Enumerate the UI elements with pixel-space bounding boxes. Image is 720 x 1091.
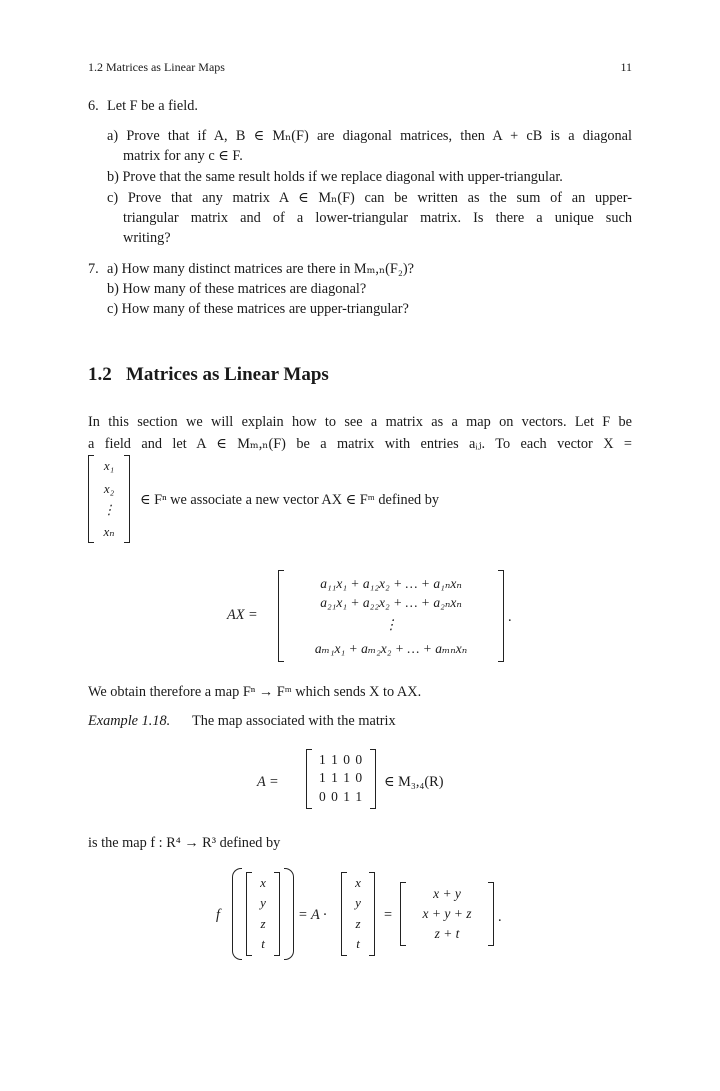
matrix-row: 0 0 1 1	[318, 789, 364, 804]
ax-row: aₘ₁x₁ + aₘ₂x₂ + … + aₘₙxₙ	[314, 641, 468, 656]
ax-period: .	[508, 609, 512, 625]
exercise-7-number: 7.	[88, 261, 99, 277]
vector-entry: ⋮	[102, 502, 116, 517]
exercise-6a-line1: a) Prove that if A, B ∈ Mₙ(F) are diagonal matrices, then A + cB is a diagonal	[107, 128, 632, 144]
vector-entry: xₙ	[103, 524, 115, 539]
exercise-6-intro: Let F be a field.	[107, 98, 198, 114]
result-entry: x + y + z	[422, 906, 472, 921]
right-paren	[284, 868, 294, 960]
exercise-7c: c) How many of these matrices are upper-triangular?	[107, 301, 409, 317]
page-number: 11	[620, 60, 632, 74]
result-entry: x + y	[433, 886, 461, 901]
vector-entry: x₂	[103, 481, 115, 496]
section-paragraph-line1: In this section we will explain how to see a matrix as a map on vectors. Let F be	[88, 414, 632, 430]
ax-row: a₂₁x₁ + a₂₂x₂ + … + a₂ₙxₙ	[320, 595, 462, 610]
vector-entry: t	[356, 936, 360, 951]
equals-a-dot: = A ·	[298, 907, 327, 923]
example-text: The map associated with the matrix	[192, 713, 396, 729]
ax-lhs: AX =	[227, 607, 258, 623]
f-label: f	[216, 907, 220, 923]
vector-entry: x	[260, 875, 266, 890]
section-paragraph-line3: ∈ Fⁿ we associate a new vector AX ∈ Fᵐ defined by	[140, 492, 440, 508]
vector-entry: y	[260, 895, 266, 910]
matrix-space: ∈ M₃,₄(R)	[384, 774, 444, 790]
vector-entry: t	[261, 936, 265, 951]
exercise-6a-line2: matrix for any c ∈ F.	[123, 148, 243, 164]
map-definition: is the map f : R⁴ → R³ defined by	[88, 835, 281, 851]
vector-x-column	[88, 455, 130, 543]
exercise-7b: b) How many of these matrices are diagonal?	[107, 281, 367, 297]
exercise-6-number: 6.	[88, 98, 99, 114]
exercise-6c-line3: writing?	[123, 230, 171, 246]
matrix-row: 1 1 0 0	[318, 752, 364, 767]
vector-entry: y	[355, 895, 361, 910]
exercise-7a: a) How many distinct matrices are there in Mₘ,ₙ(F₂)?	[107, 261, 414, 277]
vector-entry: z	[355, 916, 361, 931]
result-vector	[400, 882, 494, 946]
section-heading: 1.2 Matrices as Linear Maps	[88, 364, 329, 385]
left-paren	[232, 868, 242, 960]
vector-entry: x	[355, 875, 361, 890]
exercise-6c-line1: c) Prove that any matrix A ∈ Mₙ(F) can be written as the sum of an upper-	[107, 190, 632, 206]
ax-row: a₁₁x₁ + a₁₂x₂ + … + a₁ₙxₙ	[320, 576, 462, 591]
vector-entry: z	[260, 916, 266, 931]
result-entry: z + t	[434, 926, 460, 941]
equals-sign: =	[384, 907, 393, 923]
matrix-lhs: A =	[257, 774, 279, 790]
final-period: .	[498, 909, 502, 925]
matrix-row: 1 1 1 0	[318, 770, 364, 785]
example-label: Example 1.18.	[88, 713, 171, 729]
section-paragraph-line2: a field and let A ∈ Mₘ,ₙ(F) be a matrix with entries aᵢⱼ. To each vector X =	[88, 436, 632, 452]
exercise-6c-line2: triangular matrix and of a lower-triangular matrix. Is there a unique such	[123, 210, 632, 226]
map-sentence: We obtain therefore a map Fⁿ → Fᵐ which sends X to AX.	[88, 684, 422, 700]
f-argument-parens	[232, 868, 294, 960]
ax-column-matrix	[278, 570, 504, 662]
vector-entry: x₁	[103, 458, 115, 473]
f-argument-vector	[246, 872, 280, 956]
matrix-a	[306, 749, 376, 809]
ax-row: ⋮	[384, 617, 398, 632]
multiplied-vector	[341, 872, 375, 956]
exercise-6b: b) Prove that the same result holds if we replace diagonal with upper-triangular.	[107, 169, 563, 185]
running-header: 1.2 Matrices as Linear Maps	[88, 60, 225, 74]
